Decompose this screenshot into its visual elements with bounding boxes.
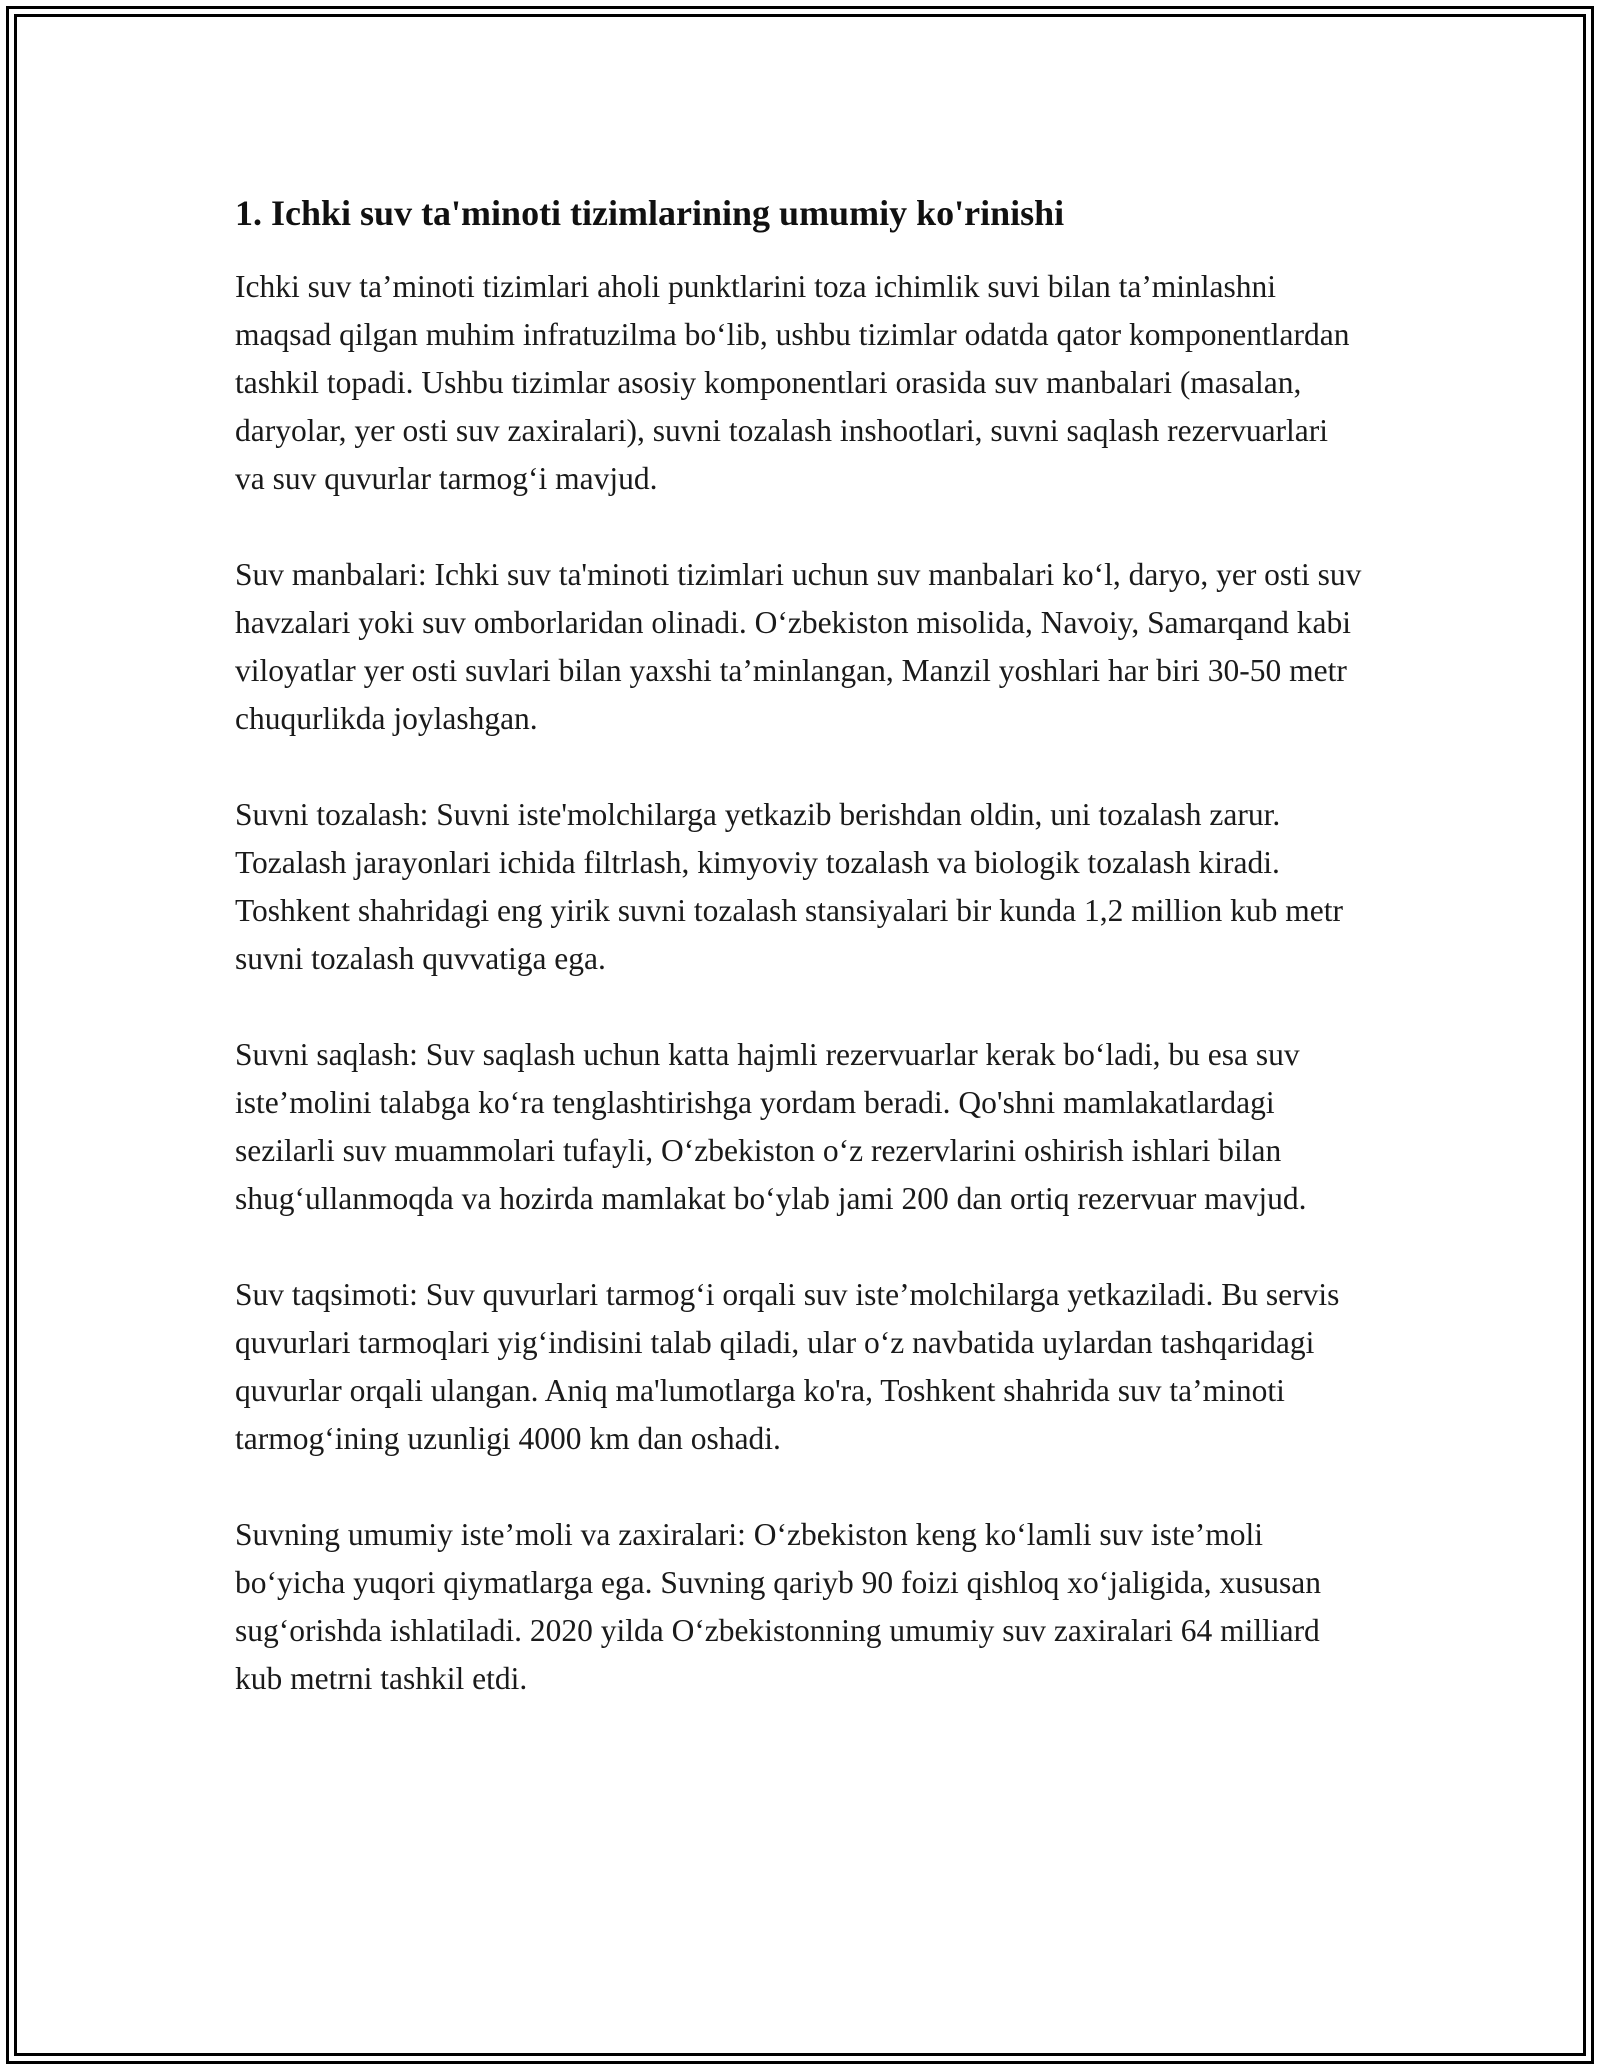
paragraph-water-treatment: Suvni tozalash: Suvni iste'molchilarga yetkazib berishdan oldin, uni tozalash zarur. Tozalash jarayonlari ichida filtrlash, kimyoviy tozalash va biologik tozalash kiradi. Toshkent shahridagi eng yirik suvni tozalash stansiyalari bir kunda 1,2 million kub metr suvni tozalash quvvatiga ega.: [235, 796, 1343, 976]
paragraph-water-consumption: Suvning umumiy iste’moli va zaxiralari: O‘zbekiston keng ko‘lamli suv iste’moli bo‘yicha yuqori qiymatlarga ega. Suvning qariyb 90 foizi qishloq xo‘jaligida, xususan sug‘orishda ishlatiladi. 2020 yilda O‘zbekistonning umumiy suv zaxiralari 64 milliard kub metrni tashkil etdi.: [235, 1516, 1321, 1696]
section-heading: 1. Ichki suv ta'minoti tizimlarining umumiy ko'rinishi: [235, 193, 1065, 233]
document-body: [235, 190, 1365, 1751]
paragraph-water-sources: Suv manbalari: Ichki suv ta'minoti tizimlari uchun suv manbalari ko‘l, daryo, yer osti suv havzalari yoki suv omborlaridan olinadi. O‘zbekiston misolida, Navoiy, Samarqand kabi viloyatlar yer osti suvlari bilan yaxshi ta’minlangan, Manzil yoshlari har biri 30-50 metr chuqurlikda joylashgan.: [235, 556, 1362, 736]
paragraph-water-distribution: Suv taqsimoti: Suv quvurlari tarmog‘i orqali suv iste’molchilarga yetkaziladi. Bu servis quvurlari tarmoqlari yig‘indisini talab qiladi, ular o‘z navbatida uylardan tashqaridagi quvurlar orqali ulangan. Aniq ma'lumotlarga ko'ra, Toshkent shahrida suv ta’minoti tarmog‘ining uzunligi 4000 km dan oshadi.: [235, 1276, 1340, 1456]
paragraph-water-storage: Suvni saqlash: Suv saqlash uchun katta hajmli rezervuarlar kerak bo‘ladi, bu esa suv iste’molini talabga ko‘ra tenglashtirishga yordam beradi. Qo'shni mamlakatlardagi sezilarli suv muammolari tufayli, O‘zbekiston o‘z rezervlarini oshirish ishlari bilan shug‘ullanmoqda va hozirda mamlakat bo‘ylab jami 200 dan ortiq rezervuar mavjud.: [235, 1036, 1307, 1216]
paragraph-intro: Ichki suv ta’minoti tizimlari aholi punktlarini toza ichimlik suvi bilan ta’minlashni maqsad qilgan muhim infratuzilma bo‘lib, ushbu tizimlar odatda qator komponentlardan tashkil topadi. Ushbu tizimlar asosiy komponentlari orasida suv manbalari (masalan, daryolar, yer osti suv zaxiralari), suvni tozalash inshootlari, suvni saqlash rezervuarlari va suv quvurlar tarmog‘i mavjud.: [235, 268, 1350, 496]
